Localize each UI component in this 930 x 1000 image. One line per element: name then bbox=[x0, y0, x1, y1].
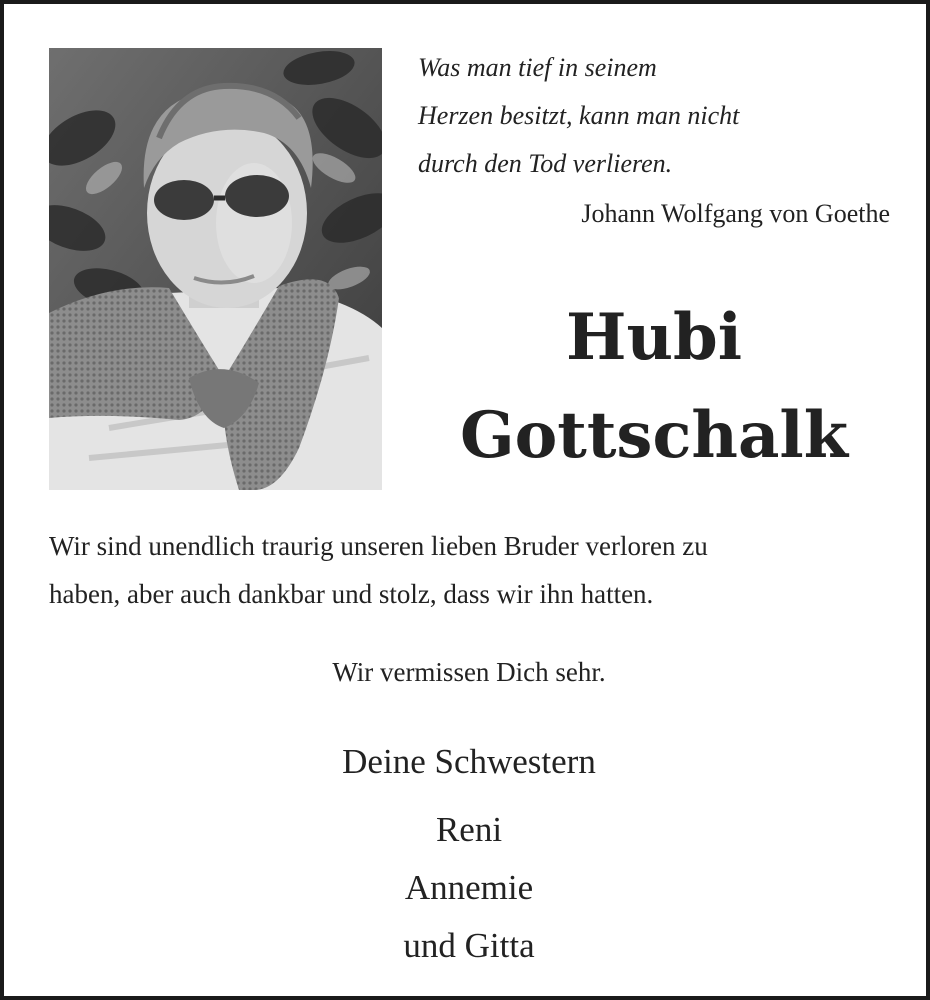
quote-line: Was man tief in seinem bbox=[418, 53, 657, 82]
message-line: haben, aber auch dankbar und stolz, dass wir ihn hatten. bbox=[49, 579, 654, 609]
message-text bbox=[49, 522, 889, 618]
signature-heading: Deine Schwestern bbox=[342, 742, 596, 781]
signature-name: und Gitta bbox=[403, 926, 535, 965]
deceased-last-name: Gottschalk bbox=[459, 398, 849, 473]
message-line: Wir sind unendlich traurig unseren lieben Bruder verloren zu bbox=[49, 531, 708, 561]
quote bbox=[418, 44, 888, 188]
closing-line: Wir vermissen Dich sehr. bbox=[332, 657, 606, 687]
signature-name: Annemie bbox=[404, 868, 534, 907]
portrait-photo-drawing bbox=[49, 48, 382, 490]
quote-line: durch den Tod verlieren. bbox=[418, 149, 673, 178]
signature-name: Reni bbox=[435, 810, 503, 849]
quote-line: Herzen besitzt, kann man nicht bbox=[418, 101, 740, 130]
quote-author: Johann Wolfgang von Goethe bbox=[581, 199, 890, 228]
deceased-first-name: Hubi bbox=[565, 300, 743, 375]
portrait-photo bbox=[49, 48, 382, 490]
